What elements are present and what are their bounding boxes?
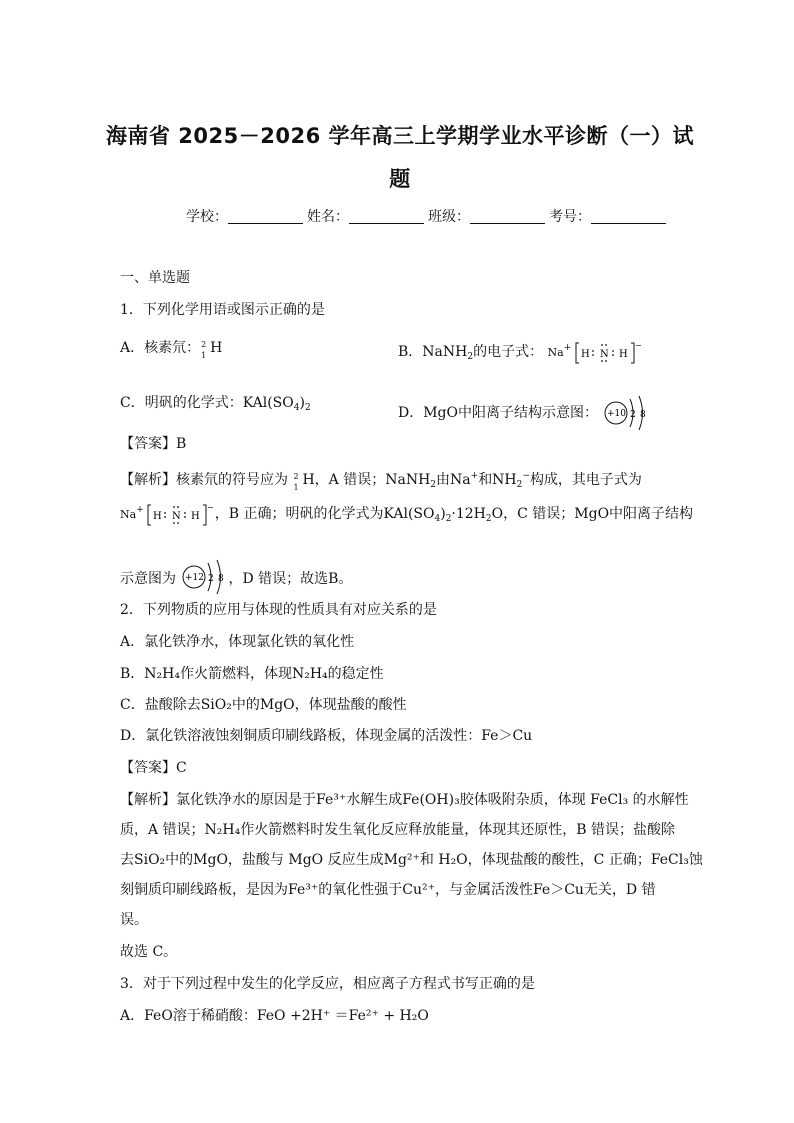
exam-title-line1: 海南省 2025－2026 学年高三上学期学业水平诊断（一）试 [105, 124, 694, 148]
svg-text:2: 2 [208, 574, 215, 584]
svg-text:H: H [618, 349, 628, 360]
svg-text:+10: +10 [607, 409, 627, 419]
q2-explanation-line4: 刻铜质印刷线路板，是因为Fe³⁺的氧化性强于Cu²⁺，与金属活泼性Fe＞Cu无关，D 错 [120, 882, 656, 898]
student-info-row [186, 206, 670, 226]
q1-explanation-line2: Na+ H N H − ，B 正确；明矾的化学式为$KAl(SO_4)_2\cdot 12H_2O$，C 错误；MgO中阳离子结构 [120, 503, 694, 524]
exam-number-blank [591, 209, 666, 224]
svg-text:H: H [580, 349, 590, 360]
q2-explanation-line2: 质，A 错误；N₂H₄作火箭燃料时发生氧化反应释放能量，体现其还原性，B 错误；盐酸除 [120, 822, 675, 838]
name-label: 姓名： [307, 209, 349, 225]
q3-stem: 3．对于下列过程中发生的化学反应，相应离子方程式书写正确的是 [120, 976, 535, 992]
svg-text:2: 2 [630, 410, 637, 420]
q2-explanation-line6: 故选 C。 [120, 944, 178, 960]
q2-explanation-line3: 去SiO₂中的MgO，盐酸与 MgO 反应生成Mg²⁺和 H₂O，体现盐酸的酸性，C 正确；FeCl₃蚀 [120, 852, 703, 868]
class-label: 班级： [428, 209, 470, 225]
svg-text:N: N [172, 511, 181, 522]
electron-formula-inline: Na+ H N H − [120, 508, 215, 521]
name-blank [349, 209, 424, 224]
q3-option-a: A．FeO溶于稀硝酸：FeO +2H⁺ ＝Fe²⁺ + H₂O [120, 1008, 429, 1024]
q1-option-d: D．MgO中阳离子结构示意图： +10 2 8 [398, 393, 650, 433]
amide-bracket-diagram [575, 341, 642, 365]
svg-text:+12: +12 [185, 573, 205, 583]
q2-explanation-line5: 误。 [120, 912, 148, 928]
q1-explanation-line3: 示意图为 +12 2 8 ，D 错误；故选B。 [120, 557, 352, 597]
q2-option-d: D．氯化铁溶液蚀刻铜质印刷线路板，体现金属的活泼性：Fe＞Cu [120, 728, 533, 744]
svg-text:−: − [634, 341, 642, 350]
svg-text:−: − [207, 503, 214, 512]
q2-explanation-line1: 【解析】氯化铁净水的原因是于Fe³⁺水解生成Fe(OH)₃胶体吸附杂质，体现 FeCl₃ 的水解性 [120, 792, 689, 808]
exam-title-line2: 题 [389, 167, 411, 191]
q2-stem: 2．下列物质的应用与体现的性质具有对应关系的是 [120, 602, 437, 618]
class-blank [470, 209, 545, 224]
exam-number-label: 考号： [549, 209, 591, 225]
q2-option-c: C．盐酸除去SiO₂中的MgO，体现盐酸的酸性 [120, 697, 407, 713]
deuterium-isotope-notation: 2 1 [201, 340, 207, 360]
q2-option-b: B．N₂H₄作火箭燃料，体现N₂H₄的稳定性 [120, 666, 384, 682]
svg-text:H: H [191, 511, 200, 522]
q1-explanation-line1: 【解析】核素氘的符号应为 2 1 H，A 错误；NaNH$_2$由Na+和$NH_2^-$构成，其电子式为 [120, 471, 642, 492]
q1-answer: 【答案】B [120, 436, 187, 452]
school-label: 学校： [186, 209, 228, 225]
q1-option-c: C．明矾的化学式：$KAl(SO_4)_2$ [120, 395, 311, 413]
school-blank [228, 209, 303, 224]
svg-text:8: 8 [640, 410, 647, 420]
q2-option-a: A．氯化铁净水，体现氯化铁的氧化性 [120, 634, 355, 650]
electron-formula-nanh2: Na+ H N H − [548, 346, 639, 359]
mg-ion-structure-diagram [602, 393, 650, 433]
q1-option-a: A．核素氘： 2 1 H [120, 340, 223, 360]
q1-option-b: B．NaNH$_2$的电子式： Na+ H N H − [398, 338, 639, 367]
svg-text:8: 8 [218, 574, 225, 584]
mg-ion-structure-diagram-answer [180, 557, 228, 597]
section-heading: 一、单选题 [120, 270, 190, 286]
svg-text:N: N [599, 349, 609, 360]
q1-stem: 1．下列化学用语或图示正确的是 [120, 302, 325, 318]
svg-text:H: H [153, 511, 162, 522]
q2-answer: 【答案】C [120, 760, 187, 776]
